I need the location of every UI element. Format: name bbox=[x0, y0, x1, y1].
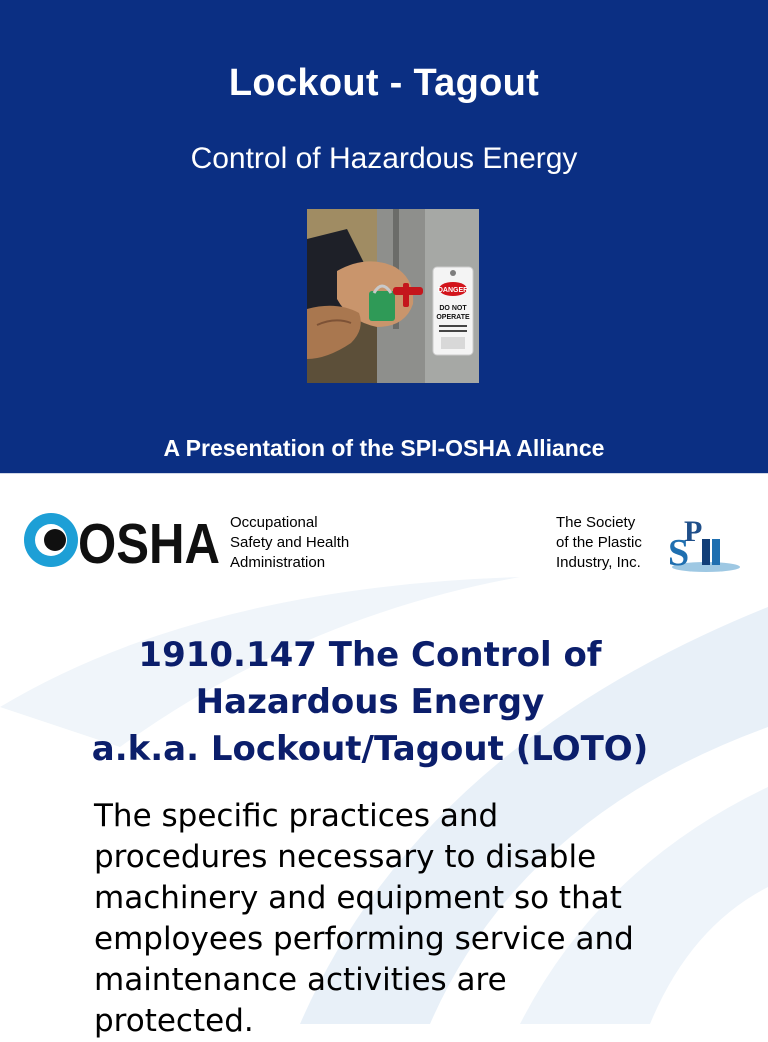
spi-name-line: Industry, Inc. bbox=[556, 554, 641, 571]
body-line: maintenance activities are bbox=[94, 962, 507, 998]
slide-content bbox=[0, 487, 768, 1039]
spi-logo bbox=[666, 509, 742, 575]
slide-title-heading: Lockout - Tagout bbox=[228, 62, 540, 104]
body-line: protected. bbox=[94, 1003, 254, 1039]
lockout-photo-illustration bbox=[307, 209, 479, 383]
slide-title bbox=[0, 0, 768, 473]
spi-name-line: The Society bbox=[556, 514, 636, 531]
presentation-credit: A Presentation of the SPI-OSHA Alliance bbox=[163, 435, 605, 461]
osha-name-line: Safety and Health bbox=[230, 534, 350, 551]
tag-line2-text: OPERATE bbox=[436, 314, 470, 321]
standard-title bbox=[0, 632, 740, 773]
svg-text:S: S bbox=[668, 532, 690, 574]
osha-full-name bbox=[230, 513, 349, 573]
slide-subtitle: Control of Hazardous Energy bbox=[190, 142, 578, 175]
tag-danger-text: DANGER bbox=[437, 287, 469, 294]
title-line: Hazardous Energy bbox=[195, 682, 545, 722]
title-line: 1910.147 The Control of bbox=[138, 635, 602, 675]
body-line: employees performing service and bbox=[94, 921, 634, 957]
lockout-photo bbox=[307, 209, 479, 383]
definition-text bbox=[94, 796, 714, 1042]
osha-name-line: Occupational bbox=[230, 514, 318, 531]
osha-logo-text: OSHA bbox=[78, 512, 220, 576]
osha-name-line: Administration bbox=[230, 554, 326, 571]
spi-name-line: of the Plastic bbox=[556, 534, 642, 551]
body-line: machinery and equipment so that bbox=[94, 880, 622, 916]
slide-divider bbox=[0, 473, 768, 488]
tag-line1-text: DO NOT bbox=[439, 305, 467, 312]
body-line: procedures necessary to disable bbox=[94, 839, 597, 875]
osha-logo bbox=[22, 511, 222, 576]
spi-full-name bbox=[556, 513, 642, 573]
svg-text:P: P bbox=[684, 515, 703, 548]
body-line: The specific practices and bbox=[94, 798, 499, 834]
title-line: a.k.a. Lockout/Tagout (LOTO) bbox=[91, 729, 649, 769]
